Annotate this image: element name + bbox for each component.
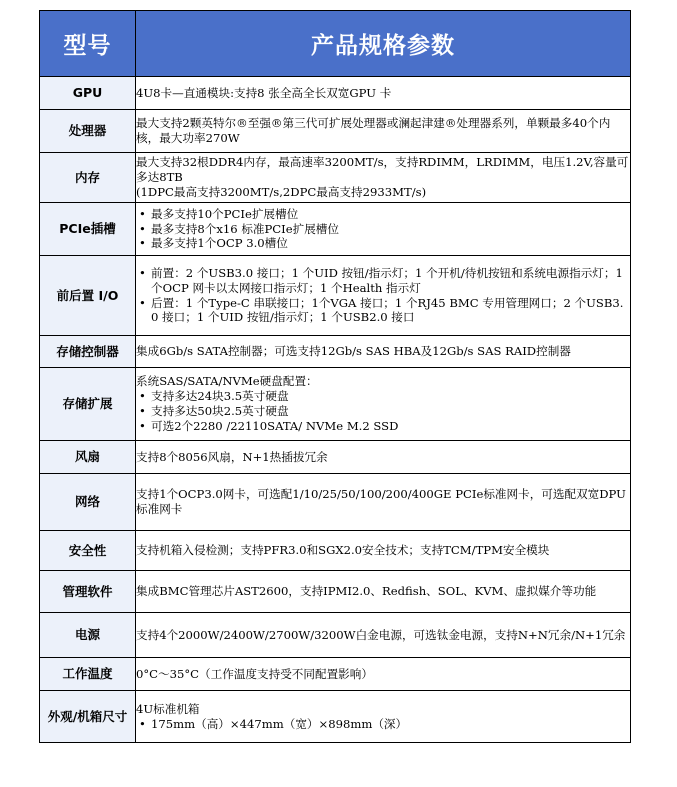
value-gpu: 4U8卡—直通模块:支持8 张全高全长双宽GPU 卡 (136, 77, 631, 110)
label-memory: 内存 (40, 153, 136, 203)
label-fan: 风扇 (40, 441, 136, 474)
label-storage-controller: 存储控制器 (40, 336, 136, 368)
list-item: • 前置：2 个USB3.0 接口；1 个UID 按钮/指示灯；1 个开机/待机按钮和系统电源指示灯；1 个OCP 网卡以太网接口指示灯；1 个Health 指示灯 (136, 266, 630, 296)
value-pcie (136, 203, 631, 256)
row-chassis (40, 691, 631, 743)
label-power: 电源 (40, 613, 136, 658)
list-item: • 可选2个2280 /22110SATA/ NVMe M.2 SSD (136, 419, 630, 434)
row-gpu (40, 77, 631, 110)
value-network: 支持1个OCP3.0网卡，可选配1/10/25/50/100/200/400GE PCIe标准网卡，可选配双宽DPU标准网卡 (136, 474, 631, 531)
value-storage-expansion (136, 368, 631, 441)
list-item: • 最多支持8个x16 标准PCIe扩展槽位 (136, 222, 630, 237)
list-item: • 后置：1 个Type-C 串联接口；1个VGA 接口；1 个RJ45 BMC 专用管理网口；2 个USB3.0 接口；1 个UID 按钮/指示灯；1 个USB2.0 接口 (136, 296, 630, 326)
row-temperature (40, 658, 631, 691)
memory-line-1: 最大支持32根DDR4内存，最高速率3200MT/s，支持RDIMM，LRDIMM，电压1.2V,容量可多达8TB (136, 155, 629, 185)
row-storage-expansion (40, 368, 631, 441)
storage-intro: 系统SAS/SATA/NVMe硬盘配置： (136, 374, 318, 389)
row-memory (40, 153, 631, 203)
header-spec: 产品规格参数 (136, 11, 631, 77)
list-item: • 最多支持1个OCP 3.0槽位 (136, 236, 630, 251)
memory-line-2: (1DPC最高支持3200MT/s,2DPC最高支持2933MT/s) (136, 184, 427, 199)
label-management: 管理软件 (40, 571, 136, 613)
row-network (40, 474, 631, 531)
list-item: • 支持多达50块2.5英寸硬盘 (136, 404, 630, 419)
list-item: • 最多支持10个PCIe扩展槽位 (136, 207, 630, 222)
row-fan (40, 441, 631, 474)
label-chassis: 外观/机箱尺寸 (40, 691, 136, 743)
row-pcie (40, 203, 631, 256)
value-management: 集成BMC管理芯片AST2600，支持IPMI2.0、Redfish、SOL、KVM、虚拟媒介等功能 (136, 571, 631, 613)
label-cpu: 处理器 (40, 110, 136, 153)
value-io (136, 256, 631, 336)
row-cpu (40, 110, 631, 153)
value-cpu: 最大支持2颗英特尔®至强®第三代可扩展处理器或澜起津建®处理器系列，单颗最多40个内核，最大功率270W (136, 110, 631, 153)
label-gpu: GPU (40, 77, 136, 110)
chassis-intro: 4U标准机箱 (136, 701, 200, 716)
label-storage-expansion: 存储扩展 (40, 368, 136, 441)
label-pcie: PCIe插槽 (40, 203, 136, 256)
row-io (40, 256, 631, 336)
value-temperature: 0°C～35°C（工作温度支持受不同配置影响） (136, 658, 631, 691)
value-security: 支持机箱入侵检测；支持PFR3.0和SGX2.0安全技术；支持TCM/TPM安全模块 (136, 531, 631, 571)
value-fan: 支持8个8056风扇，N+1热插拔冗余 (136, 441, 631, 474)
list-item: • 支持多达24块3.5英寸硬盘 (136, 389, 630, 404)
list-item: • 175mm（高）×447mm（宽）×898mm（深） (136, 717, 630, 732)
label-network: 网络 (40, 474, 136, 531)
table-header-row (40, 11, 631, 77)
row-management (40, 571, 631, 613)
row-storage-controller (40, 336, 631, 368)
value-power: 支持4个2000W/2400W/2700W/3200W白金电源，可选钛金电源，支持N+N冗余/N+1冗余 (136, 613, 631, 658)
label-temperature: 工作温度 (40, 658, 136, 691)
label-io: 前后置 I/O (40, 256, 136, 336)
value-memory (136, 153, 631, 203)
value-storage-controller: 集成6Gb/s SATA控制器；可选支持12Gb/s SAS HBA及12Gb/s SAS RAID控制器 (136, 336, 631, 368)
label-security: 安全性 (40, 531, 136, 571)
spec-table (39, 10, 631, 743)
header-model: 型号 (40, 11, 136, 77)
row-power (40, 613, 631, 658)
value-chassis (136, 691, 631, 743)
row-security (40, 531, 631, 571)
